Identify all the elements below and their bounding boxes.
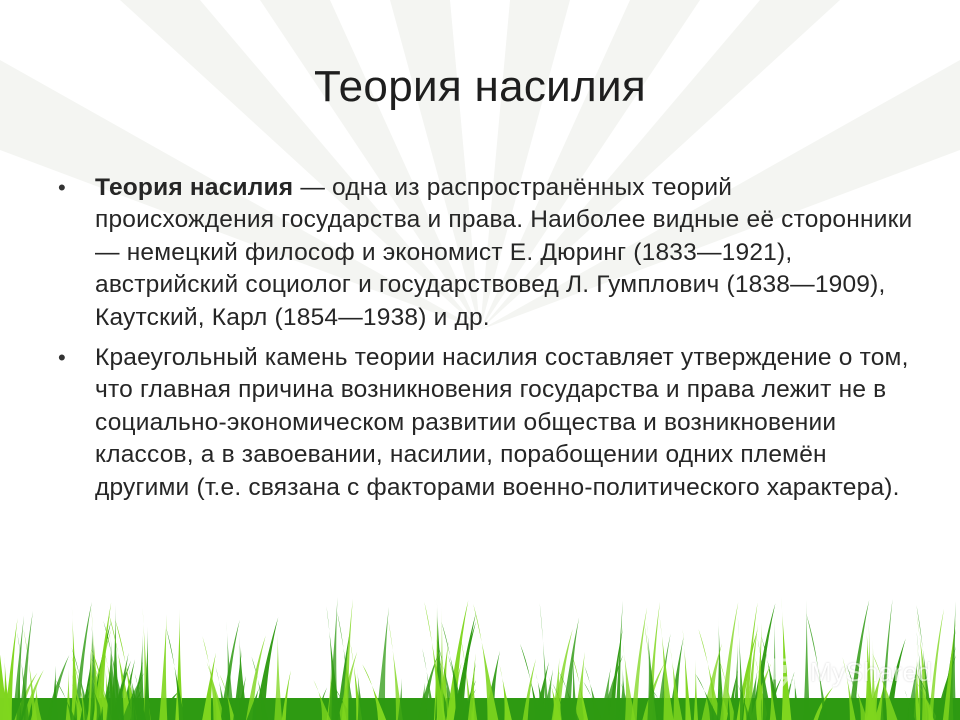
bullet-text: — одна из распространённых теорий происхождения государства и права. Наиболее видные её сторонники — немецкий философ и экономист Е. Дюринг (1833—1921), австрийский социолог и государствовед Л. Гумплович (1838—1909), Каутский, Карл (1854—1938) и др. <box>95 174 913 331</box>
presentation-board-icon <box>770 654 806 690</box>
bullet-dot-icon: • <box>58 345 66 371</box>
grass-blade <box>733 643 739 720</box>
bullet-text: Краеугольный камень теории насилия составляет утверждение о том, что главная причина возникновения государства и права лежит не в социально-экономическом развитии общества и возникновении классов, а в завоевании, насилии, порабощении одних племён другими (т.е. связана с факторами военно-политического характера). <box>95 344 909 501</box>
grass-blade <box>694 660 698 720</box>
bullet-item-2 <box>58 342 918 504</box>
slide-title: Теория насилия <box>313 62 647 111</box>
grass-decoration <box>0 580 960 720</box>
watermark <box>770 652 933 692</box>
bullet-term: Теория насилия <box>95 174 294 201</box>
bullet-item-1 <box>58 172 918 334</box>
bullet-dot-icon: • <box>58 175 66 200</box>
watermark-text: MyShared <box>810 656 933 687</box>
grass-blade <box>274 631 282 720</box>
bullet-list <box>58 172 918 512</box>
